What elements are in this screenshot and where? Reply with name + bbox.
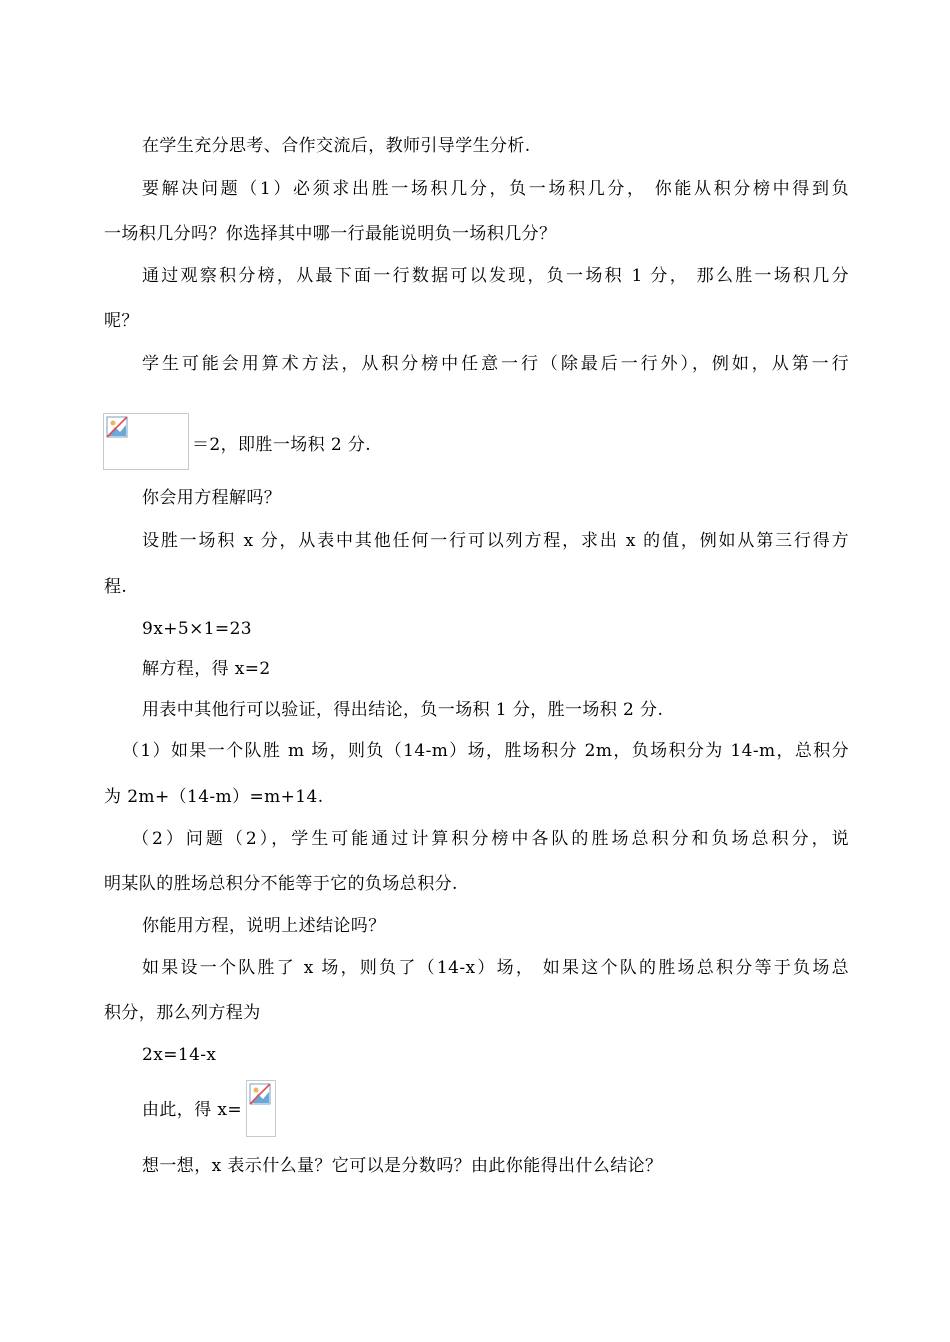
fraction-image [246,1080,276,1137]
paragraph-line: 明某队的胜场总积分不能等于它的负场总积分. [104,874,458,894]
paragraph-line: （1）如果一个队胜 m 场，则负（14-m）场，胜场积分 2m，负场积分为 14-m，总积分 [122,741,849,761]
paragraph-line: ＝2，即胜一场积 2 分. [192,435,372,455]
paragraph-line: 呢？ [104,311,139,331]
paragraph-line: 程. [104,577,128,597]
paragraph-line: 想一想，x 表示什么量？它可以是分数吗？由此你能得出什么结论？ [142,1156,663,1176]
paragraph-line: 为 2m+（14-m）=m+14. [104,787,324,807]
paragraph-line: 由此，得 x= [142,1100,243,1120]
equation-line: 9x+5×1=23 [142,619,252,639]
equation-line: 2x=14-x [142,1045,217,1065]
broken-image-icon [249,1083,271,1105]
paragraph-line: 要解决问题（1）必须求出胜一场积几分，负一场积几分， 你能从积分榜中得到负 [142,179,849,199]
fraction-image [103,413,189,470]
paragraph-line: （2）问题（2），学生可能通过计算积分榜中各队的胜场总积分和负场总积分，说 [132,829,849,849]
paragraph-line: 在学生充分思考、合作交流后，教师引导学生分析. [142,136,531,156]
paragraph-line: 一场积几分吗？你选择其中哪一行最能说明负一场积几分？ [104,224,557,244]
paragraph-line: 你会用方程解吗？ [142,488,282,508]
paragraph-line: 你能用方程，说明上述结论吗？ [142,916,386,936]
paragraph-line: 如果设一个队胜了 x 场，则负了（14-x）场， 如果这个队的胜场总积分等于负场总 [142,958,849,978]
paragraph-line: 通过观察积分榜，从最下面一行数据可以发现，负一场积 1 分， 那么胜一场积几分 [142,266,849,286]
paragraph-line: 设胜一场积 x 分，从表中其他任何一行可以列方程，求出 x 的值，例如从第三行得方 [142,531,849,551]
broken-image-icon [106,416,128,438]
paragraph-line: 用表中其他行可以验证，得出结论，负一场积 1 分，胜一场积 2 分. [142,700,664,720]
paragraph-line: 解方程，得 x=2 [142,659,271,679]
paragraph-line: 积分，那么列方程为 [104,1003,261,1023]
paragraph-line: 学生可能会用算术方法，从积分榜中任意一行（除最后一行外），例如，从第一行 [142,354,849,374]
